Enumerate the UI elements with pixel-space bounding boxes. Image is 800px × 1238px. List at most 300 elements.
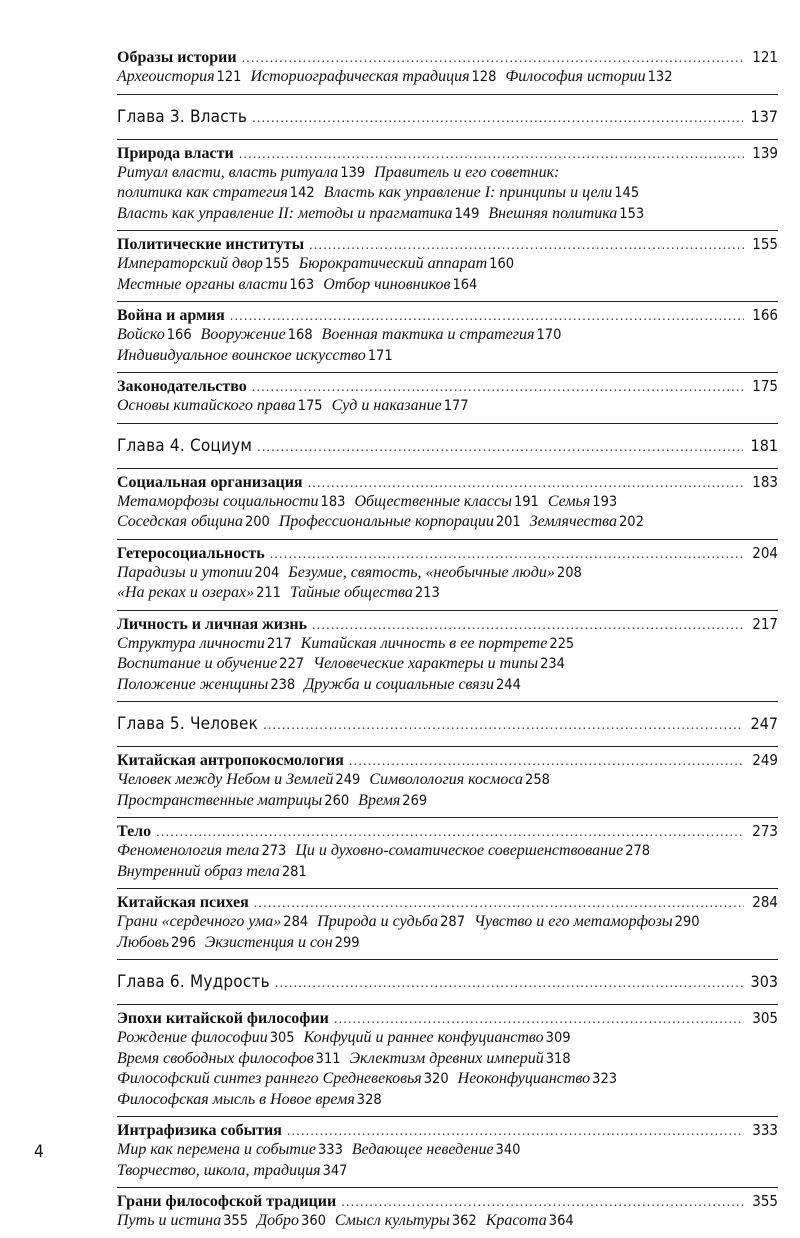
subsection-page: 183 <box>320 493 346 510</box>
subsection-page: 171 <box>367 347 393 364</box>
subsection-page: 201 <box>495 514 521 530</box>
subsection-page: 296 <box>170 934 196 951</box>
subsection-line <box>117 1090 778 1111</box>
page-number-ref: 273 <box>752 822 778 840</box>
subsection-title: Основы китайского права <box>117 397 296 414</box>
subsection-title: Правитель и его советник: <box>374 163 560 181</box>
subsection-line <box>117 396 778 417</box>
subsection-title: Время <box>358 791 401 809</box>
subsection-line <box>117 912 778 933</box>
subsection-entry[interactable] <box>295 842 650 859</box>
subsection-entry[interactable] <box>350 1050 571 1067</box>
subsection-entry[interactable] <box>304 676 521 693</box>
toc-section <box>117 1004 778 1116</box>
subsection-entry[interactable] <box>332 397 469 414</box>
subsection-title: Тайные общества <box>289 584 413 601</box>
toc-chapter <box>117 423 778 468</box>
subsection-line <box>117 512 778 533</box>
subsection-entry[interactable] <box>117 913 308 930</box>
subsection-entry[interactable] <box>301 635 574 652</box>
subsection-title: Внешняя политика <box>488 204 618 222</box>
section-heading-row[interactable] <box>117 306 778 325</box>
section-title: Эпохи китайской философии <box>117 1010 329 1027</box>
subsection-entry[interactable] <box>374 164 559 181</box>
subsection-line <box>117 67 778 88</box>
page-number-ref: 204 <box>752 543 778 562</box>
subsection-list <box>117 563 778 604</box>
chapter-heading-row[interactable] <box>117 436 778 456</box>
subsection-page: 305 <box>269 1030 295 1046</box>
dot-leader <box>287 1124 744 1140</box>
page-number: 4 <box>34 1142 44 1162</box>
subsection-title: Императорский двор <box>117 255 263 272</box>
section-heading-row[interactable] <box>117 1192 778 1211</box>
subsection-entry[interactable] <box>117 676 295 693</box>
subsection-entry[interactable] <box>324 184 639 201</box>
subsection-title: Человеческие характеры и типы <box>313 655 539 672</box>
subsection-page: 213 <box>414 585 440 601</box>
subsection-title: Историографическая традиция <box>250 68 470 85</box>
page-number-ref: 247 <box>750 714 778 733</box>
subsection-entry[interactable] <box>304 1029 571 1046</box>
subsection-line <box>117 1069 778 1090</box>
subsection-entry[interactable] <box>322 326 562 343</box>
subsection-entry[interactable] <box>117 493 345 510</box>
subsection-title: Местные органы власти <box>117 275 288 293</box>
page-number-ref: 333 <box>752 1121 778 1139</box>
chapter-heading-row[interactable] <box>117 972 778 992</box>
subsection-title: Вооружение <box>200 326 286 343</box>
subsection-page: 139 <box>340 164 366 181</box>
subsection-title: Природа и судьба <box>317 913 439 930</box>
subsection-entry[interactable] <box>257 1212 326 1229</box>
section-heading-row[interactable] <box>117 751 778 770</box>
subsection-list <box>117 67 778 88</box>
toc-section <box>117 1116 778 1187</box>
subsection-entry[interactable] <box>117 934 196 951</box>
subsection-title: Ритуал власти, власть ритуала <box>117 163 339 181</box>
subsection-page: 364 <box>548 1213 574 1229</box>
subsection-page: 355 <box>223 1213 248 1229</box>
toc-section <box>117 301 778 372</box>
subsection-entry[interactable] <box>117 1070 449 1087</box>
dot-leader <box>242 51 744 67</box>
subsection-entry[interactable] <box>117 164 365 181</box>
subsection-title: Экзистенция и сон <box>204 933 333 951</box>
subsection-entry[interactable] <box>474 913 700 930</box>
subsection-title: Философский синтез раннего Средневековья <box>117 1070 422 1087</box>
subsection-page: 211 <box>256 585 281 601</box>
subsection-title: «На реках и озерах» <box>117 584 255 601</box>
subsection-line <box>117 183 778 204</box>
subsection-title: Добро <box>257 1212 300 1229</box>
chapter-heading-row[interactable] <box>117 714 778 734</box>
subsection-page: 225 <box>549 635 575 652</box>
dot-leader <box>230 309 744 325</box>
subsection-list <box>117 325 778 366</box>
subsection-title: Философия истории <box>505 68 646 85</box>
dot-leader <box>252 380 744 396</box>
subsection-line <box>117 563 778 584</box>
subsection-line <box>117 1140 778 1161</box>
subsection-title: Конфуций и раннее конфуцианство <box>303 1029 544 1046</box>
subsection-title: Индивидуальное воинское искусство <box>117 346 366 364</box>
subsection-entry[interactable] <box>205 934 360 951</box>
subsection-line <box>117 634 778 655</box>
subsection-title: Феноменология тела <box>117 842 260 859</box>
section-title: Китайская антропокосмология <box>117 752 344 769</box>
subsection-entry[interactable] <box>117 255 290 272</box>
subsection-page: 200 <box>244 514 270 530</box>
page-number-ref: 181 <box>750 435 778 455</box>
subsection-entry[interactable] <box>117 1091 382 1108</box>
subsection-page: 318 <box>545 1050 571 1067</box>
subsection-title: Грани «сердечного ума» <box>117 913 282 930</box>
subsection-page: 145 <box>614 185 640 201</box>
subsection-title: Неоконфуцианство <box>457 1070 591 1087</box>
subsection-entry[interactable] <box>117 842 286 859</box>
dot-leader <box>275 976 743 992</box>
subsection-title: Безумие, святость, «необычные люди» <box>288 563 555 581</box>
subsection-title: Пространственные матрицы <box>117 791 323 809</box>
subsection-entry[interactable] <box>323 276 477 293</box>
subsection-entry[interactable] <box>458 1070 617 1087</box>
subsection-entry[interactable] <box>117 792 349 809</box>
subsection-page: 340 <box>495 1142 521 1158</box>
dot-leader <box>254 896 744 912</box>
subsection-title: Бюрократический аппарат <box>298 255 488 272</box>
subsection-title: Парадизы и утопии <box>117 563 253 581</box>
dot-leader <box>341 1195 744 1211</box>
subsection-entry[interactable] <box>117 347 393 364</box>
chapter-title: Глава 6. Мудрость <box>117 972 270 992</box>
subsection-list <box>117 841 778 882</box>
subsection-title: Отбор чиновников <box>323 275 451 293</box>
section-title: Образы истории <box>117 49 237 66</box>
subsection-entry[interactable] <box>279 513 521 530</box>
section-title: Война и армия <box>117 307 225 324</box>
dot-leader <box>239 147 744 163</box>
subsection-page: 149 <box>454 205 480 222</box>
subsection-title: Структура личности <box>117 634 265 652</box>
subsection-line <box>117 1028 778 1049</box>
subsection-entry[interactable] <box>488 205 644 222</box>
page-number-ref: 155 <box>752 235 778 253</box>
dot-leader <box>309 238 744 254</box>
subsection-title: Власть как управление II: методы и прагматика <box>117 204 453 222</box>
section-title: Интрафизика события <box>117 1122 282 1139</box>
subsection-title: Красота <box>485 1212 547 1229</box>
subsection-entry[interactable] <box>354 493 538 510</box>
section-heading-row[interactable] <box>117 822 778 841</box>
subsection-entry[interactable] <box>117 326 192 343</box>
subsection-page: 208 <box>556 564 582 581</box>
section-heading-row[interactable] <box>117 48 778 67</box>
subsection-list <box>117 163 778 225</box>
subsection-entry[interactable] <box>299 255 514 272</box>
subsection-page: 278 <box>625 843 651 859</box>
subsection-page: 362 <box>451 1213 477 1229</box>
subsection-entry[interactable] <box>117 397 323 414</box>
subsection-entry[interactable] <box>290 584 440 601</box>
page-number-ref: 305 <box>752 1009 778 1027</box>
subsection-entry[interactable] <box>117 863 307 880</box>
section-heading-row[interactable] <box>117 144 778 163</box>
subsection-page: 164 <box>452 276 478 293</box>
subsection-page: 155 <box>264 256 290 272</box>
subsection-entry[interactable] <box>317 913 465 930</box>
subsection-line <box>117 254 778 275</box>
section-heading-row[interactable] <box>117 377 778 396</box>
subsection-entry[interactable] <box>117 1050 341 1067</box>
subsection-line <box>117 275 778 296</box>
subsection-page: 273 <box>261 843 287 859</box>
subsection-entry[interactable] <box>117 1212 248 1229</box>
subsection-title: Воспитание и обучение <box>117 655 278 672</box>
subsection-title: Военная тактика и стратегия <box>321 326 535 343</box>
subsection-entry[interactable] <box>358 792 427 809</box>
subsection-page: 202 <box>618 514 644 530</box>
subsection-entry[interactable] <box>117 564 279 581</box>
subsection-title: Власть как управление I: принципы и цели <box>323 184 613 201</box>
chapter-title: Глава 4. Социум <box>117 435 253 456</box>
toc-chapter <box>117 94 778 139</box>
subsection-page: 249 <box>335 772 361 788</box>
section-heading-row[interactable] <box>117 235 778 254</box>
subsection-entry[interactable] <box>117 68 241 85</box>
subsection-title: Суд и наказание <box>331 397 442 414</box>
subsection-list <box>117 912 778 953</box>
page-number-ref: 183 <box>752 472 778 491</box>
subsection-entry[interactable] <box>369 771 550 788</box>
dot-leader <box>334 1012 744 1028</box>
section-heading-row[interactable] <box>117 1121 778 1140</box>
dot-leader <box>349 754 744 770</box>
subsection-entry[interactable] <box>335 1212 477 1229</box>
subsection-title: Смысл культуры <box>334 1212 450 1229</box>
subsection-entry[interactable] <box>117 584 281 601</box>
subsection-page: 311 <box>315 1050 341 1067</box>
subsection-entry[interactable] <box>117 276 314 293</box>
page-number-ref: 249 <box>752 751 778 769</box>
section-title: Социальная организация <box>117 473 303 491</box>
subsection-page: 153 <box>619 205 645 222</box>
subsection-line <box>117 325 778 346</box>
toc-section <box>117 888 778 959</box>
subsection-title: Время свободных философов <box>117 1049 314 1067</box>
subsection-page: 170 <box>536 327 562 343</box>
subsection-title: Ци и духовно-соматическое совершенствование <box>295 842 624 859</box>
toc-section <box>117 539 778 610</box>
subsection-line <box>117 583 778 604</box>
toc-section <box>117 746 778 817</box>
page-number-ref: 284 <box>752 893 778 911</box>
section-heading-row[interactable] <box>117 893 778 912</box>
subsection-title: Китайская личность в ее портрете <box>300 634 548 652</box>
subsection-page: 217 <box>266 635 292 652</box>
subsection-line <box>117 862 778 883</box>
subsection-title: Археоистория <box>117 68 215 85</box>
subsection-line <box>117 675 778 696</box>
subsection-title: Соседская община <box>117 513 243 530</box>
subsection-list <box>117 492 778 533</box>
toc-section <box>117 817 778 888</box>
subsection-page: 163 <box>289 276 315 293</box>
subsection-title: Внутренний образ тела <box>117 862 280 880</box>
section-title: Грани философской традиции <box>117 1193 337 1210</box>
subsection-title: Символология космоса <box>369 771 524 788</box>
subsection-page: 142 <box>289 185 315 201</box>
subsection-entry[interactable] <box>530 513 644 530</box>
subsection-list <box>117 634 778 696</box>
subsection-line <box>117 204 778 225</box>
subsection-page: 290 <box>674 914 700 930</box>
subsection-page: 244 <box>495 676 521 693</box>
subsection-title: Метаморфозы социальности <box>117 492 319 510</box>
table-of-contents <box>117 44 778 1238</box>
subsection-line <box>117 346 778 367</box>
subsection-list <box>117 1028 778 1110</box>
subsection-line <box>117 1049 778 1070</box>
dot-leader <box>257 440 742 456</box>
subsection-page: 269 <box>402 792 428 809</box>
subsection-entry[interactable] <box>486 1212 574 1229</box>
subsection-line <box>117 791 778 812</box>
section-title: Гетеросоциальность <box>117 544 265 562</box>
subsection-title: Чувство и его метаморфозы <box>474 913 673 930</box>
subsection-line <box>117 933 778 954</box>
subsection-entry[interactable] <box>117 655 304 672</box>
toc-section <box>117 44 778 94</box>
chapter-heading-row[interactable] <box>117 107 778 127</box>
toc-section <box>117 468 778 539</box>
dot-leader <box>270 547 744 563</box>
subsection-title: Профессиональные корпорации <box>278 513 494 530</box>
subsection-entry[interactable] <box>117 1029 295 1046</box>
subsection-list <box>117 770 778 811</box>
dot-leader <box>263 718 742 734</box>
subsection-page: 284 <box>283 914 309 930</box>
subsection-entry[interactable] <box>117 205 479 222</box>
subsection-page: 260 <box>324 792 350 809</box>
subsection-page: 258 <box>525 772 550 788</box>
subsection-page: 287 <box>440 914 465 930</box>
subsection-page: 328 <box>356 1091 382 1108</box>
subsection-title: Человек между Небом и Землей <box>117 771 334 788</box>
subsection-entry[interactable] <box>117 1162 347 1179</box>
toc-section <box>117 139 778 231</box>
dot-leader <box>252 111 742 127</box>
page-number-ref: 355 <box>752 1192 778 1210</box>
subsection-line <box>117 770 778 791</box>
subsection-entry[interactable] <box>313 655 565 672</box>
section-title: Законодательство <box>117 378 247 395</box>
subsection-title: Общественные классы <box>354 492 512 510</box>
subsection-entry[interactable] <box>117 635 292 652</box>
subsection-entry[interactable] <box>201 326 313 343</box>
subsection-entry[interactable] <box>117 513 270 530</box>
subsection-title: Творчество, школа, традиция <box>117 1161 321 1179</box>
toc-chapter <box>117 701 778 746</box>
chapter-title: Глава 5. Человек <box>117 714 259 734</box>
subsection-page: 360 <box>301 1213 326 1229</box>
page-number-ref: 137 <box>750 106 778 126</box>
subsection-page: 128 <box>471 69 497 85</box>
subsection-page: 320 <box>423 1071 449 1087</box>
subsection-page: 160 <box>489 256 515 272</box>
subsection-line <box>117 841 778 862</box>
section-heading-row[interactable] <box>117 1009 778 1028</box>
subsection-entry[interactable] <box>548 493 617 510</box>
section-heading-row[interactable] <box>117 544 778 563</box>
section-heading-row[interactable] <box>117 473 778 492</box>
page-number-ref: 121 <box>752 48 778 66</box>
subsection-title: Землячества <box>529 513 617 530</box>
subsection-entry[interactable] <box>117 771 360 788</box>
subsection-list <box>117 1211 778 1232</box>
subsection-title: Путь и истина <box>117 1212 222 1229</box>
dot-leader <box>156 825 744 841</box>
subsection-page: 132 <box>647 69 673 85</box>
subsection-page: 191 <box>513 493 539 510</box>
subsection-entry[interactable] <box>117 184 315 201</box>
page-number-ref: 175 <box>752 377 778 395</box>
subsection-page: 175 <box>297 398 323 414</box>
section-title: Политические институты <box>117 236 305 253</box>
subsection-entry[interactable] <box>288 564 582 581</box>
subsection-entry[interactable] <box>250 68 496 85</box>
subsection-title: Положение женщины <box>117 675 269 693</box>
section-title: Тело <box>117 823 152 840</box>
subsection-title: Философская мысль в Новое время <box>117 1090 355 1108</box>
subsection-page: 281 <box>281 863 307 880</box>
page-number-ref: 139 <box>752 143 778 162</box>
toc-chapter <box>117 959 778 1004</box>
subsection-line <box>117 492 778 513</box>
subsection-entry[interactable] <box>352 1141 521 1158</box>
toc-section <box>117 230 778 301</box>
subsection-title: Дружба и социальные связи <box>304 675 494 693</box>
subsection-page: 166 <box>166 327 192 343</box>
toc-section <box>117 610 778 702</box>
subsection-title: Любовь <box>117 933 169 951</box>
subsection-page: 238 <box>270 676 296 693</box>
subsection-entry[interactable] <box>505 68 672 85</box>
dot-leader <box>308 476 744 492</box>
page-number-ref: 303 <box>750 972 778 991</box>
page-number-ref: 166 <box>752 306 778 324</box>
subsection-page: 309 <box>545 1030 571 1046</box>
subsection-page: 347 <box>322 1162 348 1179</box>
subsection-page: 193 <box>592 493 618 510</box>
subsection-page: 177 <box>443 398 469 414</box>
subsection-page: 121 <box>216 69 242 85</box>
subsection-title: политика как стратегия <box>117 184 288 201</box>
subsection-list <box>117 254 778 295</box>
subsection-title: Ведающее неведение <box>351 1141 494 1158</box>
section-heading-row[interactable] <box>117 615 778 634</box>
subsection-title: Войско <box>117 326 165 343</box>
subsection-list <box>117 1140 778 1181</box>
subsection-title: Эклектизм древних империй <box>349 1049 544 1067</box>
subsection-title: Мир как перемена и событие <box>117 1141 316 1158</box>
toc-section <box>117 372 778 423</box>
chapter-title: Глава 3. Власть <box>117 106 248 127</box>
subsection-entry[interactable] <box>117 1141 343 1158</box>
subsection-title: Рождение философии <box>117 1029 268 1046</box>
subsection-title: Семья <box>547 492 591 510</box>
dot-leader <box>312 618 744 634</box>
